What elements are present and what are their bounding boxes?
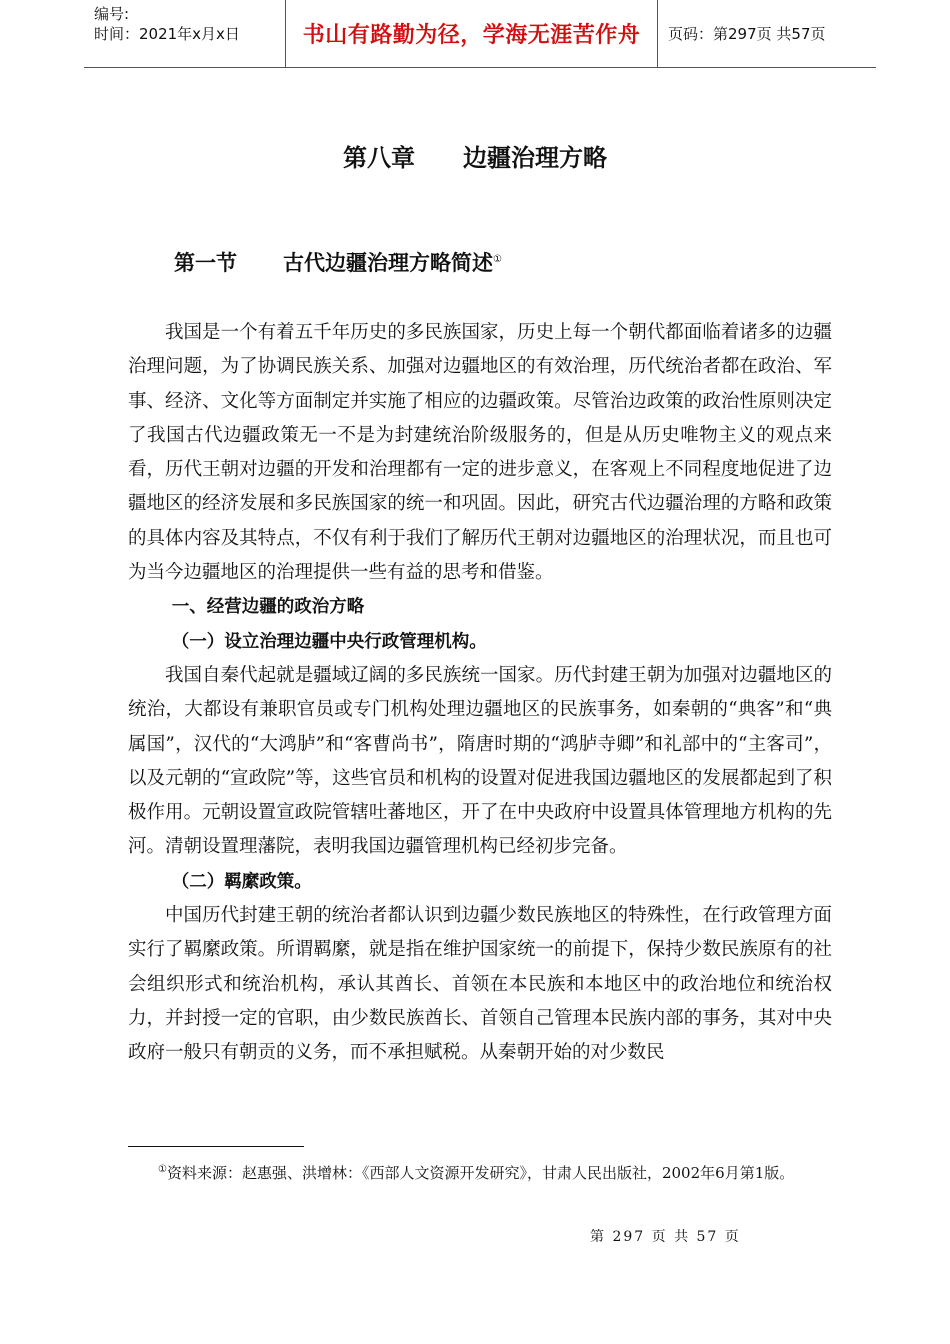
heading-political-strategy: 一、经营边疆的政治方略 — [171, 597, 365, 618]
section-name: 古代边疆治理方略简述 — [283, 251, 493, 275]
paragraph-central-agency: 我国自秦代起就是疆域辽阔的多民族统一国家。历代封建王朝为加强对边疆地区的统治，大都设有兼职官员或专门机构处理边疆地区的民族事务，如秦朝的“典客”和“典属国”，汉代的“大鸿胪”和“客曹尚书”，隋唐时期的“鸿胪寺卿”和礼部中的“主客司”，以及元朝的“宣政院”等，这些官员和机构的设置对促进我国边疆地区的发展都起到了积极作用。元朝设置宣政院管辖吐蕃地区，开了在中央政府中设置具体管理地方机构的先河。清朝设置理藩院，表明我国边疆管理机构已经初步完备。 — [128, 664, 832, 858]
footnote-divider — [128, 1146, 304, 1147]
section-title — [174, 247, 502, 277]
heading-jimi-policy: （二）羁縻政策。 — [171, 871, 312, 892]
header-motto-cell — [286, 0, 658, 67]
page-header — [84, 0, 876, 68]
header-motto: 书山有路勤为径，学海无涯苦作舟 — [302, 23, 641, 48]
chapter-title — [0, 138, 950, 173]
chapter-name: 边疆治理方略 — [463, 144, 607, 172]
footnote-reference[interactable]: ① — [493, 254, 502, 265]
document-time: 时间：2021年x月x日 — [94, 25, 240, 43]
header-page-code: 页码：第297页 共57页 — [668, 25, 826, 43]
header-page-cell — [658, 0, 876, 67]
document-number-label: 编号: — [94, 5, 130, 23]
body-text — [128, 316, 832, 1071]
footnote — [128, 1156, 832, 1187]
header-meta — [84, 0, 286, 67]
chapter-number: 第八章 — [343, 144, 415, 172]
paragraph-jimi-policy: 中国历代封建王朝的统治者都认识到边疆少数民族地区的特殊性，在行政管理方面实行了羁縻政策。所谓羁縻，就是指在维护国家统一的前提下，保持少数民族原有的社会组织形式和统治机构，承认其酋长、首领在本民族和本地区中的政治地位和统治权力，并封授一定的官职，由少数民族酋长、首领自己管理本民族内部的事务，其对中央政府一般只有朝贡的义务，而不承担赋税。从秦朝开始的对少数民 — [128, 905, 832, 1064]
page-footer: 第 297 页 共 57 页 — [590, 1229, 741, 1245]
footnote-text: 资料来源：赵惠强、洪增林：《西部人文资源开发研究》，甘肃人民出版社，2002年6月第1版。 — [166, 1164, 795, 1182]
heading-central-agency: （一）设立治理边疆中央行政管理机构。 — [171, 631, 487, 652]
paragraph-intro: 我国是一个有着五千年历史的多民族国家，历史上每一个朝代都面临着诸多的边疆治理问题，为了协调民族关系、加强对边疆地区的有效治理，历代统治者都在政治、军事、经济、文化等方面制定并实施了相应的边疆政策。尽管治边政策的政治性原则决定了我国古代边疆政策无一不是为封建统治阶级服务的，但是从历史唯物主义的观点来看，历代王朝对边疆的开发和治理都有一定的进步意义，在客观上不同程度地促进了边疆地区的经济发展和多民族国家的统一和巩固。因此，研究古代边疆治理的方略和政策的具体内容及其特点，不仅有利于我们了解历代王朝对边疆地区的治理状况，而且也可为当今边疆地区的治理提供一些有益的思考和借鉴。 — [128, 322, 832, 584]
footnote-mark: ① — [158, 1164, 167, 1175]
section-number: 第一节 — [174, 251, 237, 275]
